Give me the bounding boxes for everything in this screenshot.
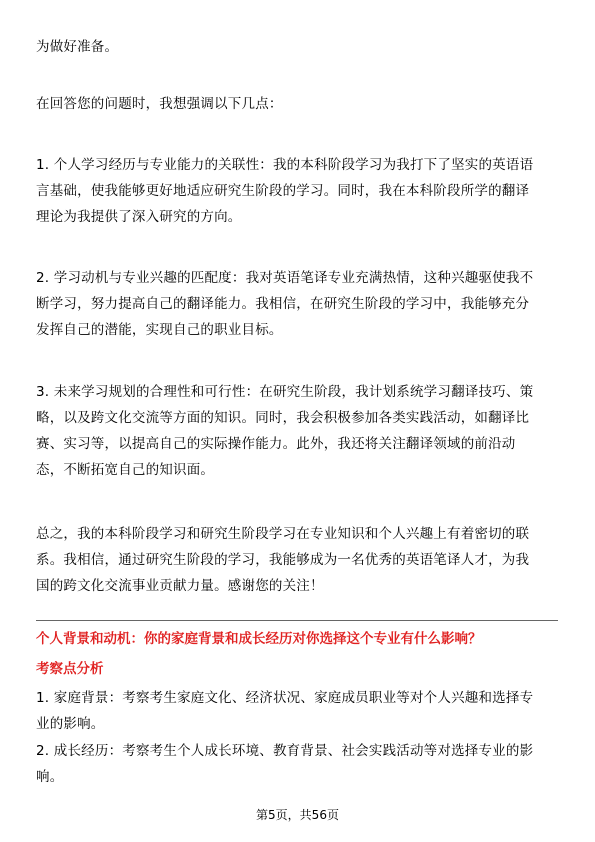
paragraph-emphasis-intro — [36, 91, 558, 117]
text-line: 1. 个人学习经历与专业能力的关联性：我的本科阶段学习为我打下了坚实的英语语 — [36, 157, 534, 173]
paragraph-intro-end — [36, 34, 558, 60]
paragraph-conclusion — [36, 521, 558, 599]
page-number-footer: 第5页，共56页 — [256, 808, 339, 822]
text-line: 1. 家庭背景：考察考生家庭文化、经济状况、家庭成员职业等对个人兴趣和选择专 — [36, 690, 534, 706]
paragraph-point-1 — [36, 152, 558, 230]
paragraph-point-3 — [36, 379, 558, 483]
analysis-item-growth — [36, 738, 558, 790]
paragraph-point-2 — [36, 265, 558, 343]
text-line: 总之，我的本科阶段学习和研究生阶段学习在专业知识和个人兴趣上有着密切的联 — [36, 526, 530, 542]
text-line: 业的影响。 — [36, 716, 105, 732]
text-line: 赛、实习等，以提高自己的实际操作能力。此外，我还将关注翻译领域的前沿动 — [36, 436, 516, 452]
text-line: 断学习，努力提高自己的翻译能力。我相信，在研究生阶段的学习中，我能够充分 — [36, 296, 530, 312]
text-line: 2. 学习动机与专业兴趣的匹配度：我对英语笔译专业充满热情，这种兴趣驱使我不 — [36, 270, 534, 286]
text-line: 发挥自己的潜能，实现自己的职业目标。 — [36, 322, 283, 338]
section-divider — [36, 620, 558, 621]
text-line: 在回答您的问题时，我想强调以下几点： — [36, 96, 283, 112]
analysis-item-family — [36, 685, 558, 737]
text-line: 为做好准备。 — [36, 39, 119, 55]
text-line: 3. 未来学习规划的合理性和可行性：在研究生阶段，我计划系统学习翻译技巧、策 — [36, 384, 534, 400]
text-line: 言基础，使我能够更好地适应研究生阶段的学习。同时，我在本科阶段所学的翻译 — [36, 183, 530, 199]
text-line: 略，以及跨文化交流等方面的知识。同时，我会积极参加各类实践活动，如翻译比 — [36, 410, 530, 426]
text-line: 响。 — [36, 769, 64, 785]
text-line: 系。我相信，通过研究生阶段的学习，我能够成为一名优秀的英语笔译人才，为我 — [36, 552, 530, 568]
question-heading: 个人背景和动机：你的家庭背景和成长经历对你选择这个专业有什么影响？ — [36, 631, 482, 647]
analysis-heading: 考察点分析 — [36, 661, 104, 677]
text-line: 理论为我提供了深入研究的方向。 — [36, 209, 242, 225]
text-line: 态，不断拓宽自己的知识面。 — [36, 462, 215, 478]
text-line: 国的跨文化交流事业贡献力量。感谢您的关注！ — [36, 578, 324, 594]
text-line: 2. 成长经历：考察考生个人成长环境、教育背景、社会实践活动等对选择专业的影 — [36, 743, 534, 759]
